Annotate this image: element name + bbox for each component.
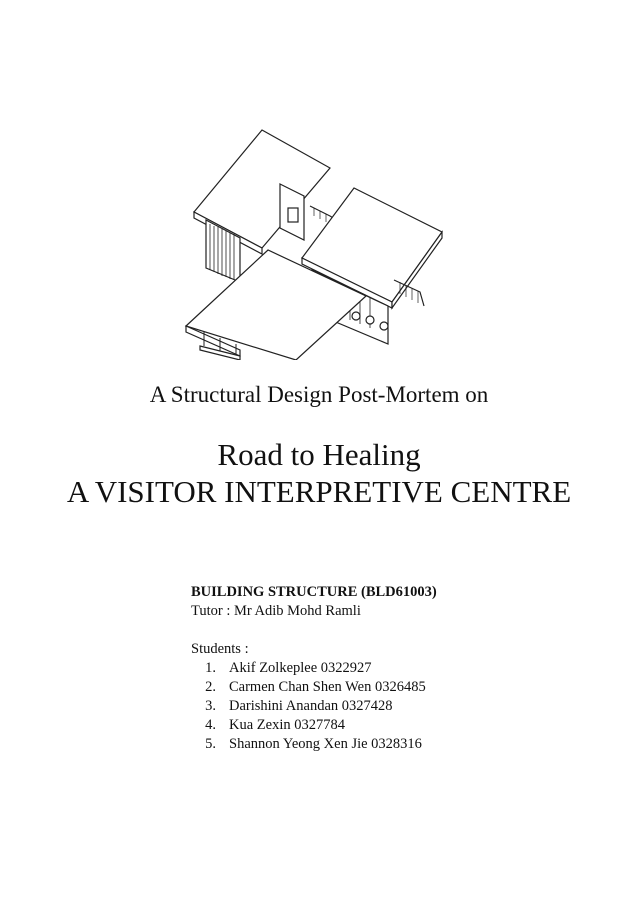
student-name: Shannon Yeong Xen Jie 0328316: [229, 736, 422, 752]
student-number: 2.: [205, 679, 216, 695]
student-number: 5.: [205, 736, 216, 752]
student-item: [191, 716, 437, 735]
student-name: Darishini Anandan 0327428: [229, 698, 393, 714]
students-label: Students :: [191, 641, 249, 657]
student-name: Carmen Chan Shen Wen 0326485: [229, 679, 426, 695]
cover-subtitle: A Structural Design Post-Mortem on: [149, 382, 489, 407]
student-item: [191, 678, 437, 697]
student-item: [191, 697, 437, 716]
building-axonometric-drawing: [180, 120, 460, 360]
course-info: [191, 583, 437, 754]
course-code: BUILDING STRUCTURE (BLD61003): [191, 584, 437, 600]
students-list: [191, 659, 437, 754]
student-name: Kua Zexin 0327784: [229, 717, 345, 733]
cover-title: Road to Healing: [217, 437, 421, 472]
student-item: [191, 735, 437, 754]
student-number: 4.: [205, 717, 216, 733]
cover-title-secondary: A VISITOR INTERPRETIVE CENTRE: [66, 474, 572, 509]
tutor-name: Tutor : Mr Adib Mohd Ramli: [191, 603, 361, 619]
student-item: [191, 659, 437, 678]
student-name: Akif Zolkeplee 0322927: [229, 660, 372, 676]
student-number: 1.: [205, 660, 216, 676]
building-axonometric-svg: [180, 120, 460, 360]
student-number: 3.: [205, 698, 216, 714]
